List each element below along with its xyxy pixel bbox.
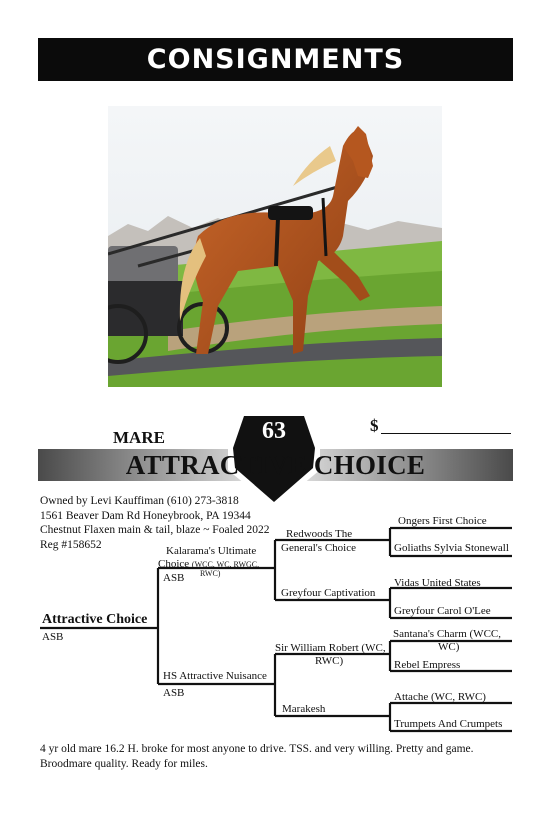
ggp-5-line1: Santana's Charm (WCC, (393, 628, 501, 640)
subject-breed: ASB (42, 631, 64, 643)
banner-title: CONSIGNMENTS (146, 44, 405, 75)
ggp-4: Greyfour Carol O'Lee (394, 605, 491, 617)
ggp-2: Goliaths Sylvia Stonewall (394, 542, 509, 554)
dam-sire-line1: Sir William Robert (WC, (275, 642, 386, 654)
ggp-5-line2: WC) (438, 641, 460, 653)
dam-dam-name: Marakesh (282, 703, 326, 715)
dam-breed: ASB (163, 687, 185, 699)
ggp-3: Vidas United States (394, 577, 481, 589)
ggp-1: Ongers First Choice (398, 515, 487, 527)
sex-label: MARE (113, 428, 165, 447)
sire-titles-line1: (WCC, WC, RWGC, (191, 560, 260, 569)
ggp-7: Attache (WC, RWC) (394, 691, 486, 703)
lot-number: 63 (262, 418, 286, 444)
sire-sire-line1: Redwoods The (286, 528, 353, 540)
ggp-6: Rebel Empress (394, 659, 461, 671)
horse-name-title: ATTRACTIVE CHOICE (125, 450, 426, 480)
subject-name: Attractive Choice (42, 612, 148, 627)
dam-sire-line2: RWC) (315, 655, 344, 667)
horse-description: 4 yr old mare 16.2 H. broke for most anyone to drive. TSS. and very willing. Pretty and game. Broodmare quality. Ready for miles. (40, 743, 474, 770)
sire-name-text: Choice (158, 558, 190, 570)
sire-sire-line2: General's Choice (281, 542, 356, 554)
sire-titles-line2: RWC) (200, 569, 221, 578)
sire-name-line1: Kalarama's Ultimate (166, 545, 257, 557)
dam-name: HS Attractive Nuisance (163, 670, 267, 682)
markings-line: Chestnut Flaxen main & tail, blaze ~ Foaled 2022 (40, 524, 270, 536)
address-line: 1561 Beaver Dam Rd Honeybrook, PA 19344 (40, 509, 251, 522)
sire-breed: ASB (163, 572, 185, 584)
registration-line: Reg #158652 (40, 538, 102, 551)
price-symbol: $ (370, 416, 379, 435)
ggp-8: Trumpets And Crumpets (394, 718, 503, 730)
owner-line: Owned by Levi Kauffiman (610) 273-3818 (40, 495, 239, 507)
sire-dam-name: Greyfour Captivation (281, 587, 376, 599)
